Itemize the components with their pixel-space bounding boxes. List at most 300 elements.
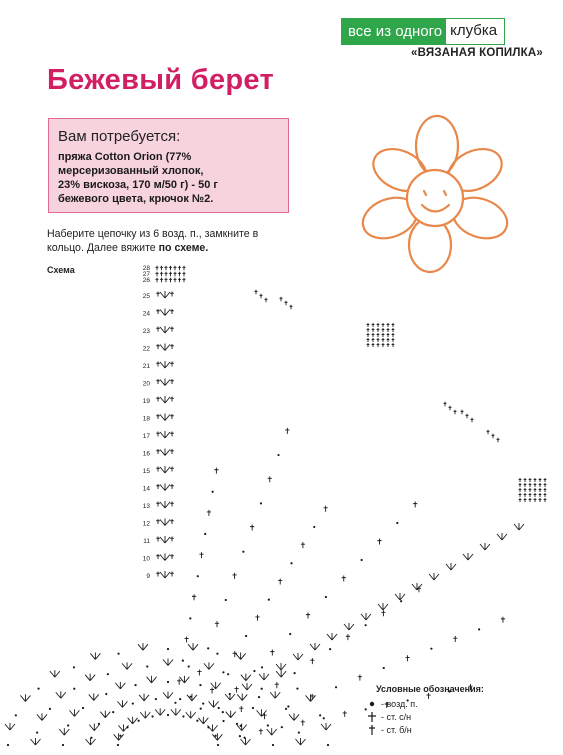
row-number: 27 <box>142 271 150 278</box>
chain-dot <box>182 715 184 717</box>
fan-mark <box>226 711 236 718</box>
stitch-mark <box>173 278 176 282</box>
stitch-mark <box>170 572 174 577</box>
stitch-mark <box>496 438 499 442</box>
stitch-mark <box>382 323 385 327</box>
chain-dot <box>222 711 224 713</box>
fan-mark <box>160 396 170 403</box>
chain-dot <box>430 648 432 650</box>
fan-mark <box>163 659 173 666</box>
stitch-mark <box>170 554 174 559</box>
row-number: 15 <box>142 468 150 475</box>
fan-mark <box>344 623 354 630</box>
stitch-mark <box>156 519 160 524</box>
legend-label: - ст. с/н <box>381 711 412 722</box>
fan-mark <box>241 674 251 681</box>
stitch-mark <box>529 488 532 492</box>
stitch-mark <box>372 328 375 332</box>
chain-dot <box>260 502 262 504</box>
fan-mark <box>155 708 165 715</box>
fan-mark <box>114 733 124 740</box>
stitch-mark <box>534 488 537 492</box>
chain-dot <box>478 628 480 630</box>
stitch-mark <box>170 379 174 384</box>
chain-dot <box>319 714 321 716</box>
stitch-mark <box>156 467 160 472</box>
fan-mark <box>276 670 286 677</box>
section-tag <box>341 18 505 45</box>
stitch-mark <box>170 292 174 297</box>
stitch-mark <box>156 379 160 384</box>
stitch-mark <box>255 615 259 621</box>
stitch-mark <box>387 338 390 342</box>
fan-mark <box>100 711 110 718</box>
stitch-mark <box>155 266 158 270</box>
stitch-mark <box>156 572 160 577</box>
stitch-mark <box>544 488 547 492</box>
chain-dot <box>212 491 214 493</box>
chain-dot <box>107 673 109 675</box>
fan-mark <box>89 693 99 700</box>
stitch-mark <box>377 323 380 327</box>
chain-dot <box>293 672 295 674</box>
materials-line: 23% вискоза, 170 м/50 г) - 50 г <box>58 179 218 191</box>
fan-mark <box>212 733 222 740</box>
stitch-mark <box>264 298 267 302</box>
fan-mark <box>140 711 150 718</box>
stitch-mark <box>164 278 167 282</box>
chart-stitches <box>5 266 546 746</box>
stitch-mark <box>367 343 370 347</box>
chain-dot <box>239 735 241 737</box>
fan-mark <box>160 361 170 368</box>
stitch-mark <box>539 488 542 492</box>
chain-dot <box>261 688 263 690</box>
stitch-mark <box>392 323 395 327</box>
stitch-mark <box>342 576 346 582</box>
fan-mark <box>296 738 306 745</box>
stitch-mark <box>164 272 167 276</box>
fan-mark <box>204 662 214 669</box>
stitch-mark <box>519 483 522 487</box>
stitch-mark <box>377 338 380 342</box>
stitch-mark <box>387 323 390 327</box>
stitch-mark <box>381 610 385 616</box>
chain-dot <box>252 707 254 709</box>
chain-dot <box>261 666 263 668</box>
fan-mark <box>321 723 331 730</box>
fan-mark <box>160 309 170 316</box>
chain-dot <box>296 687 298 689</box>
fan-mark <box>89 724 99 731</box>
chain-dot <box>138 720 140 722</box>
stitch-mark <box>156 344 160 349</box>
fan-mark <box>171 708 181 715</box>
stitch-mark <box>270 650 274 656</box>
fan-mark <box>115 682 125 689</box>
stitch-mark <box>156 537 160 542</box>
fan-mark <box>236 652 246 659</box>
fan-mark <box>128 717 138 724</box>
fan-mark <box>160 571 170 578</box>
fan-mark <box>117 700 127 707</box>
row-number: 14 <box>142 485 150 493</box>
stitch-mark <box>529 498 532 502</box>
chain-dot <box>227 673 229 675</box>
fan-mark <box>186 711 196 718</box>
fan-mark <box>85 674 95 681</box>
chain-dot <box>335 686 337 688</box>
chain-dot <box>146 665 148 667</box>
stitch-mark <box>178 266 181 270</box>
chain-dot <box>196 720 198 722</box>
stitch-mark <box>453 636 457 642</box>
stitch-mark <box>392 328 395 332</box>
stitch-mark <box>259 294 262 298</box>
stitch-mark <box>324 506 328 512</box>
stitch-mark <box>519 498 522 502</box>
stitch-mark <box>178 278 181 282</box>
fan-mark <box>276 663 286 670</box>
stitch-mark <box>160 278 163 282</box>
fan-mark <box>188 643 198 650</box>
fan-mark <box>327 633 337 640</box>
fan-mark <box>160 344 170 351</box>
stitch-mark <box>156 327 160 332</box>
stitch-mark <box>465 414 468 418</box>
fan-mark <box>86 738 96 745</box>
stitch-mark <box>372 343 375 347</box>
stitch-mark <box>382 328 385 332</box>
fan-mark <box>160 484 170 491</box>
fan-mark <box>463 553 473 560</box>
stitch-mark <box>182 278 185 282</box>
chain-dot <box>289 633 291 635</box>
stitch-mark <box>170 519 174 524</box>
materials-line: пряжа Cotton Orion (77% <box>58 151 192 163</box>
chain-dot <box>225 599 227 601</box>
chain-dot <box>117 744 119 746</box>
fan-mark <box>293 653 303 660</box>
stitch-mark <box>377 343 380 347</box>
stitch-mark <box>160 266 163 270</box>
legend-label: - ст. б/н <box>381 724 412 735</box>
stitch-mark <box>170 467 174 472</box>
fan-mark <box>160 501 170 508</box>
chain-dot <box>281 726 283 728</box>
stitch-mark <box>519 488 522 492</box>
stitch-mark <box>239 706 243 712</box>
row-numbers <box>143 265 151 580</box>
chain-dot <box>329 648 331 650</box>
chain-dot <box>112 711 114 713</box>
row-number: 11 <box>143 538 150 545</box>
stitch-mark <box>524 498 527 502</box>
stitch-mark <box>524 488 527 492</box>
stitch-mark <box>382 343 385 347</box>
chain-dot <box>119 735 121 737</box>
stitch-mark <box>169 266 172 270</box>
fan-mark <box>429 573 439 580</box>
scheme-label: Схема <box>47 265 75 275</box>
section-subtitle: «ВЯЗАНАЯ КОПИЛКА» <box>411 47 543 59</box>
stitch-mark <box>382 333 385 337</box>
stitch-mark <box>382 338 385 342</box>
stitch-mark <box>156 484 160 489</box>
stitch-mark <box>539 498 542 502</box>
fan-mark <box>412 583 422 590</box>
stitch-mark <box>214 468 218 474</box>
chain-dot <box>400 600 402 602</box>
stitch-mark <box>539 478 542 482</box>
stitch-mark <box>284 301 287 305</box>
stitch-mark <box>207 510 211 516</box>
stitch-mark <box>234 687 238 693</box>
chain-dot <box>199 684 201 686</box>
chain-dot <box>267 724 269 726</box>
stitch-mark <box>156 414 160 419</box>
stitch-mark <box>524 478 527 482</box>
stitch-mark <box>160 272 163 276</box>
fan-mark <box>59 728 69 735</box>
stitch-mark <box>197 670 201 676</box>
intro-plain: Наберите цепочку из 6 возд. п., замкните в кольцо. Далее вяжите <box>47 228 259 254</box>
fan-mark <box>160 431 170 438</box>
fan-mark <box>139 694 149 701</box>
stitch-mark <box>387 343 390 347</box>
chain-dot <box>67 724 69 726</box>
chain-dot <box>36 731 38 733</box>
row-number: 18 <box>142 415 150 423</box>
stitch-mark <box>170 449 174 454</box>
fan-mark <box>160 379 170 386</box>
stitch-mark <box>377 333 380 337</box>
chain-dot <box>222 671 224 673</box>
stitch-mark <box>392 338 395 342</box>
stitch-mark <box>377 539 381 545</box>
stitch-mark <box>372 323 375 327</box>
fan-mark <box>208 724 218 731</box>
stitch-mark <box>164 266 167 270</box>
chain-dot <box>98 723 100 725</box>
fan-mark <box>225 693 235 700</box>
chain-dot <box>216 653 218 655</box>
chain-dot <box>182 659 184 661</box>
stitch-mark <box>170 414 174 419</box>
chain-dot <box>73 666 75 668</box>
fan-mark <box>237 724 247 731</box>
fan-mark <box>209 700 219 707</box>
stitch-mark <box>173 266 176 270</box>
chain-dot <box>253 670 255 672</box>
crochet-chart <box>0 260 563 755</box>
fan-mark <box>160 554 170 561</box>
legend <box>366 684 556 736</box>
materials-heading: Вам потребуется: <box>58 128 181 145</box>
stitch-mark <box>470 418 473 422</box>
fan-mark <box>50 670 60 677</box>
stitch-mark <box>169 278 172 282</box>
row-number: 10 <box>142 555 150 563</box>
stitch-mark <box>539 483 542 487</box>
stitch-mark <box>170 432 174 437</box>
stitch-mark <box>405 655 409 661</box>
chain-dot <box>134 684 136 686</box>
stitch-mark <box>185 636 189 642</box>
fan-mark <box>69 709 79 716</box>
fan-mark <box>160 466 170 473</box>
materials-line: мерсеризованный хлопок, <box>58 165 204 177</box>
chain-dot <box>325 596 327 598</box>
chain-dot <box>155 698 157 700</box>
fan-mark <box>160 291 170 298</box>
stitch-mark <box>169 272 172 276</box>
stitch-mark <box>524 493 527 497</box>
stitch-mark <box>156 554 160 559</box>
chain-dot <box>62 744 64 746</box>
stitch-mark <box>285 428 289 434</box>
fan-mark <box>289 713 299 720</box>
chain-dot <box>126 726 128 728</box>
stitch-mark <box>173 272 176 276</box>
chain-dot <box>365 624 367 626</box>
dot-icon <box>366 698 378 710</box>
materials-list <box>58 150 279 206</box>
stitch-mark <box>156 502 160 507</box>
chain-dot <box>167 714 169 716</box>
stitch-mark <box>358 675 362 681</box>
stitch-mark <box>346 634 350 640</box>
fan-mark <box>361 613 371 620</box>
chain-dot <box>200 708 202 710</box>
chain-dot <box>73 688 75 690</box>
chain-dot <box>105 693 107 695</box>
row-number: 19 <box>142 398 150 405</box>
fan-mark <box>138 643 148 650</box>
chain-dot <box>204 533 206 535</box>
row-number: 20 <box>142 380 150 388</box>
chain-dot <box>268 599 270 601</box>
stitch-mark <box>254 290 257 294</box>
post-icon <box>366 724 378 736</box>
fan-mark <box>20 694 30 701</box>
fan-mark <box>90 652 100 659</box>
stitch-mark <box>413 502 417 508</box>
row-number: 16 <box>142 450 150 458</box>
stitch-mark <box>155 272 158 276</box>
row-number: 23 <box>142 328 150 335</box>
row-number: 17 <box>142 433 150 440</box>
chain-dot <box>285 708 287 710</box>
stitch-mark <box>170 327 174 332</box>
fan-mark <box>497 533 507 540</box>
stitch-mark <box>310 658 314 664</box>
stitch-mark <box>156 362 160 367</box>
chain-dot <box>15 714 17 716</box>
chain-dot <box>49 708 51 710</box>
stitch-mark <box>306 613 310 619</box>
chain-dot <box>298 731 300 733</box>
stitch-mark <box>156 432 160 437</box>
stitch-mark <box>156 397 160 402</box>
row-number: 25 <box>142 293 150 300</box>
page-title: Бежевый берет <box>47 64 274 96</box>
fan-mark <box>480 543 490 550</box>
flower-illustration <box>360 108 510 273</box>
stitch-mark <box>519 478 522 482</box>
stitch-mark <box>453 410 456 414</box>
fan-mark <box>163 692 173 699</box>
fan-mark <box>147 676 157 683</box>
stitch-mark <box>192 594 196 600</box>
section-tag-left: все из одного <box>341 18 446 45</box>
stitch-mark <box>170 309 174 314</box>
stitch-mark <box>210 687 214 693</box>
chain-dot <box>277 454 279 456</box>
row-number: 9 <box>146 573 150 580</box>
fan-mark <box>160 519 170 526</box>
stitch-mark <box>534 498 537 502</box>
stitch-mark <box>156 309 160 314</box>
stitch-mark <box>170 537 174 542</box>
chain-dot <box>189 617 191 619</box>
chain-dot <box>272 744 274 746</box>
row-number: 28 <box>142 265 150 272</box>
stitch-mark <box>544 478 547 482</box>
chain-dot <box>207 647 209 649</box>
stitch-mark <box>377 328 380 332</box>
chain-dot <box>82 707 84 709</box>
fan-mark <box>270 691 280 698</box>
chain-dot <box>167 648 169 650</box>
fan-mark <box>241 738 251 745</box>
fan-mark <box>378 603 388 610</box>
stitch-mark <box>367 323 370 327</box>
chain-dot <box>290 562 292 564</box>
stitch-mark <box>367 338 370 342</box>
stitch-mark <box>182 272 185 276</box>
chain-dot <box>313 526 315 528</box>
stitch-mark <box>199 552 203 558</box>
stitch-mark <box>343 711 347 717</box>
chain-dot <box>242 551 244 553</box>
fan-mark <box>179 676 189 683</box>
section-tag-right: клубка <box>446 18 505 45</box>
stitch-mark <box>534 493 537 497</box>
chain-dot <box>327 744 329 746</box>
stitch-mark <box>178 272 181 276</box>
stitch-mark <box>387 328 390 332</box>
legend-item <box>366 710 556 723</box>
chain-dot <box>151 715 153 717</box>
stitch-mark <box>155 278 158 282</box>
cross-icon <box>366 711 378 723</box>
fan-mark <box>237 693 247 700</box>
stitch-mark <box>372 333 375 337</box>
fan-mark <box>267 728 277 735</box>
stitch-mark <box>170 502 174 507</box>
stitch-mark <box>232 573 236 579</box>
chain-dot <box>132 702 134 704</box>
chain-dot <box>90 737 92 739</box>
stitch-mark <box>301 542 305 548</box>
chain-dot <box>361 559 363 561</box>
stitch-mark <box>278 578 282 584</box>
row-number: 21 <box>142 363 150 370</box>
chain-dot <box>174 702 176 704</box>
chain-dot <box>179 698 181 700</box>
stitch-mark <box>460 410 463 414</box>
